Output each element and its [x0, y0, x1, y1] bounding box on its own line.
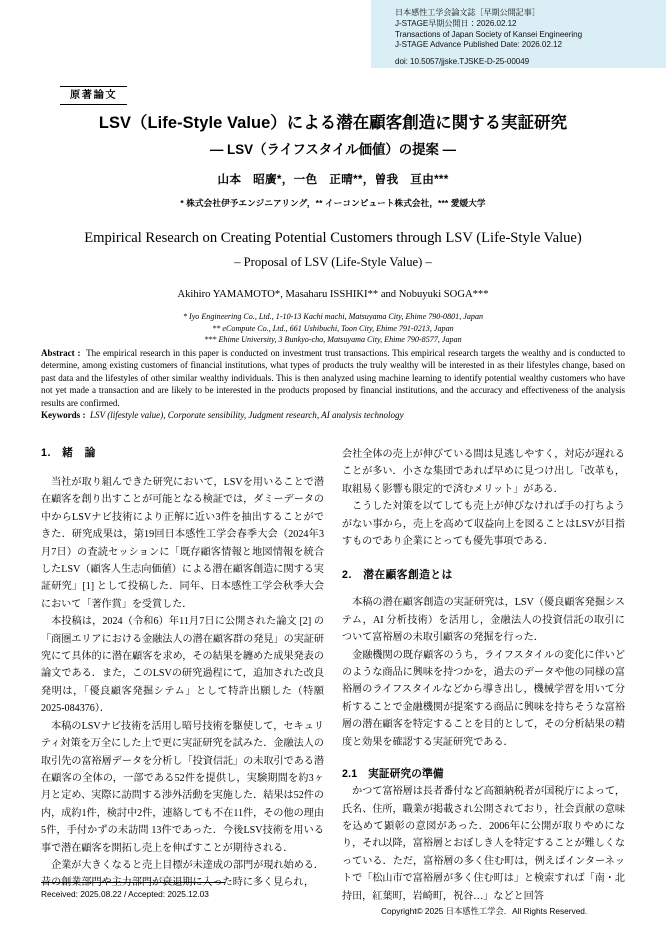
page-subtitle-ja: ― LSV（ライフスタイル価値）の提案 ― — [209, 142, 457, 157]
authors-en: Akihiro YAMAMOTO*, Masaharu ISSHIKI** and Nobuyuki SOGA*** — [177, 289, 489, 300]
affiliation-en-2: ** eCompute Co., Ltd., 661 Ushibuchi, Toon City, Ehime 791-0213, Japan — [212, 323, 454, 333]
paragraph: 会社全体の売上が伸びている間は見逃しやすく，対応が遅れることが多い．小さな集団であれば早めに見つけ出し「改革も，取組易く影響も限定的で済むメリット」がある． — [342, 449, 625, 495]
section-heading-2-1: 2.1 実証研究の準備 — [342, 768, 444, 781]
page-subtitle-en: – Proposal of LSV (Life-Style Value) – — [234, 255, 432, 269]
paragraph: 企業が大きくなると売上目標が未達成の部門が現れ始める．昔の創業部門や主力部門が衰退期に入った時に多く見られ， — [41, 859, 324, 889]
paragraph: 金融機関の既存顧客のうち，ライフスタイルの変化に伴いどのような商品に興味を持つかを，過去のデータや他の同様の富裕層のライフスタイルなどから導き出し，機械学習を用いて分析することで金融機関が提案する商品に興味を持ちそうな富裕層の潜在顧客を特定することを目的として，その分析結果の精度と効果を確認する実証研究である． — [342, 649, 625, 748]
page-title-en: Empirical Research on Creating Potential Customers through LSV (Life-Style Value) — [84, 230, 582, 246]
section-heading-2: 2. 潜在顧客創造とは — [342, 569, 453, 582]
paragraph: 本稿の潜在顧客創造の実証研究は，LSV（優良顧客発掘システム，AI 分析技術）を活用し，金融法人の投資信託の取引について富裕層の未取引顧客の発掘を行った． — [342, 597, 625, 644]
body-column-right — [342, 446, 625, 905]
jstage-journal-en: Transactions of Japan Society of Kansei Engineering — [395, 29, 583, 39]
copyright-notice: Copyright© 2025 日本感性工学会．All Rights Reserved. — [381, 906, 588, 916]
jstage-header-content — [371, 0, 666, 68]
jstage-pubdate-ja: J-STAGE早期公開日：2026.02.12 — [395, 18, 517, 28]
keywords-text: LSV (lifestyle value), Corporate sensibility, Judgment research, AI analysis technology — [90, 410, 404, 420]
abstract-label: Abstract : — [41, 348, 81, 358]
affiliations-ja: * 株式会社伊予エンジニアリング，** イーコンピュート株式会社，*** 愛媛大学 — [180, 198, 486, 208]
section-heading-1: 1. 緒 論 — [41, 447, 96, 459]
jstage-pubdate-en: J-STAGE Advance Published Date: 2026.02.12 — [395, 40, 562, 50]
jstage-header-box — [371, 0, 666, 68]
jstage-doi[interactable]: doi: 10.5057/jjske.TJSKE-D-25-00049 — [395, 57, 530, 67]
received-accepted-dates: Received: 2025.08.22 / Accepted: 2025.12.03 — [41, 889, 209, 899]
jstage-journal-ja: 日本感性工学会論文誌［早期公開記事］ — [395, 8, 540, 17]
received-divider — [41, 882, 225, 883]
paragraph: 本稿のLSVナビ技術を活用し暗号技術を駆使して，セキュリティ対策を万全にした上で更に実証研究を試みた．金融法人の取引先の富裕層データを分析し「投資信託」の未取引である潜在顧客の全体の，一部である52件を提供し，実験期間を約3ヶ月と定め、実際に訪問する渉外活動を実施した．結果は52件の内，成約1件，検討中2件，連絡しても不在11件，その他の理由5件，手付かずの未訪問 13件であった．今後LSV技術を用いる事で潜在顧客を開拓し売上を伸ばすことが期待される． — [41, 720, 324, 854]
keywords-label: Keywords : — [41, 410, 86, 420]
article-type-label: 原著論文 — [60, 86, 127, 105]
abstract-text: The empirical research in this paper is conducted on investment trust transactions. This empirical research targets the wealthy and is conducted to determine, among existing customers of financial institutions, what types of products the truly wealthy will be interested in as their lifestyles change, based on past data and the lifestyles of other similar wealthy individuals. This is then analyzed using machine learning to identify potential wealthy customers who have not yet made a transaction and are likely to be interested in the products proposed by financial institutions, and the accuracy and effectiveness of the analysis results are confirmed. — [41, 348, 625, 408]
abstract-block — [41, 347, 625, 409]
paragraph: かつて富裕層は長者番付など高額納税者が国税庁によって，氏名、住所，職業が掲載され公開されており，社会貢献の意味を込めて顕彰の意図があった．2006年に公開が取りやめになり，それ以降，富裕層とおぼしき人を特定することが難しくなっている．ただ，富裕層の多く住む町は，例えばインターネットで「松山市で富裕層が多く住む町は」と検索すれば「南・北持田，紅葉町，岩崎町，祝谷…」などと回答 — [342, 786, 625, 902]
english-title-block — [0, 228, 666, 346]
japanese-title-block — [0, 112, 666, 210]
paragraph: 本投稿は，2024（令和6）年11月7日に公開された論文 [2] の「商圏エリアにおける金融法人の潜在顧客群の発見」の実証研究にて具体的に潜在顧客を求め，その結果を纏めた成果発表の論文である．また，このLSVの研究過程にて，追加された改良発明は，「優良顧客発掘シテム」として特許出願した（特願2025‐084376）． — [41, 616, 324, 715]
keywords-block — [41, 409, 625, 421]
affiliation-en-1: * Iyo Engineering Co., Ltd., 1-10-13 Kachi machi, Matsuyama City, Ehime 790-0801, Japan — [182, 312, 484, 321]
page-title-ja: LSV（Life-Style Value）による潜在顧客創造に関する実証研究 — [98, 114, 568, 132]
affiliation-en-3: *** Ehime University, 3 Bunkyo-cho, Matsuyama City, Ehime 790-8577, Japan — [204, 335, 462, 345]
authors-ja: 山本 昭廣*，一色 正晴**，曽我 亘由*** — [217, 173, 449, 186]
paragraph: 当社が取り組んできた研究において，LSVを用いることで潜在顧客を創り出すことが可能となる検証では，ダミーデータの中からLSVナビ技術により正解に近い3件を抽出することができた．研究成果は，第19回日本感性工学会春季大会（2024年3月7日）の査読セッションに「既存顧客情報と地図情報を統合したLSV（顧客人生志向価値）による潜在顧客創造に関する実証研究」[1] として投稿した．同年、日本感性工学会秋季大会において「著作賞」を受賞した． — [41, 477, 324, 610]
body-column-left — [41, 446, 324, 892]
paragraph: こうした対策を以てしても売上が伸びなければ手の打ちようがない事から，売上を高めて収益向上を図ることはLSVが目指すものであり企業にとっても優先事項である． — [342, 501, 625, 548]
